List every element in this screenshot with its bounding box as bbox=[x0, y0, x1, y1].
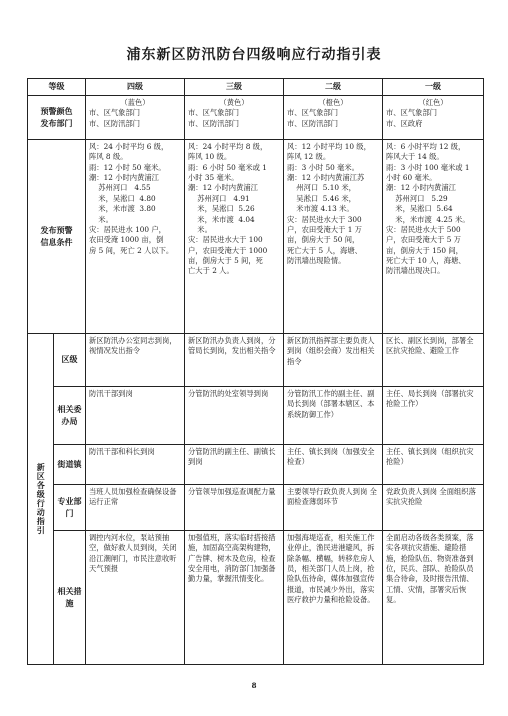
warning-color-cell-4: （蓝色） 市、区气象部门 市、区防汛部门 bbox=[86, 96, 185, 140]
warning-color-red: （红色） bbox=[418, 98, 448, 107]
response-guide-table bbox=[27, 78, 484, 665]
action-label-professional: 专业部门 bbox=[54, 485, 86, 531]
header-level-2: 二级 bbox=[284, 79, 383, 96]
header-level-1: 一级 bbox=[383, 79, 484, 96]
action-label-measures: 相关措施 bbox=[54, 531, 86, 665]
action-cell: 分管防汛工作的副主任、副局长到岗（部署本辖区、本系统防御工作） bbox=[284, 387, 383, 445]
action-cell: 调控内河水位，泵站预抽空，做好救人员到岗，关闭沿江潮闸门，市民注意收听天气预报 bbox=[86, 531, 185, 665]
action-cell: 新区防汛指挥部主要负责人到岗（组织会商）发出相关指令 bbox=[284, 334, 383, 387]
action-cell: 新区防汛办公室同志到岗，视情况发出指令 bbox=[86, 334, 185, 387]
action-cell: 当班人员加强检查确保设备运行正常 bbox=[86, 485, 185, 531]
action-cell: 区长、副区长到岗，部署全区抗灾抢险、避险工作 bbox=[383, 334, 484, 387]
page-title: 浦东新区防汛防台四级响应行动指引表 bbox=[126, 47, 382, 63]
header-level-4: 四级 bbox=[86, 79, 185, 96]
release-conditions-cell-1: 风：6 小时平均 12 级， 阵风大于 14 级。 雨：3 小时 100 毫米或 1 小时 60 毫米。 潮：12 小时内黄浦江 苏州河口 5.29 米，吴淞口 5.64 米，米市渡 4.25 米。 灾：居民进水大于 500 户，农田受淹大于 5 万 亩，倒房大于 150 间， 死亡大于 10 人，海塘、 防汛墙出现决口。 bbox=[383, 140, 484, 334]
action-cell: 防汛干部到岗 bbox=[86, 387, 185, 445]
warning-color-cell-3: （黄色） 市、区气象部门 市、区防汛部门 bbox=[185, 96, 284, 140]
release-conditions-cell-2: 风：12 小时平均 10 级， 阵风 12 级。 雨：3 小时 50 毫米。 潮：12 小时内黄浦江苏 州河口 5.10 米， 吴淞口 5.46 米， 米市渡 4.13 米。 灾：居民进水大于 300 户，农田受淹大于 1 万 亩，倒房大于 50 间， 死亡大于 5 人，海塘、 防汛墙出现险情。 bbox=[284, 140, 383, 334]
action-cell: 主任、镇长到岗（加强安全检查） bbox=[284, 445, 383, 485]
header-row bbox=[28, 79, 484, 96]
action-label-bureaus: 相关委办局 bbox=[54, 387, 86, 445]
action-cell: 主任、局长到岗（部署抗灾抢险工作） bbox=[383, 387, 484, 445]
action-cell: 分管防汛的处室领导到岗 bbox=[185, 387, 284, 445]
actions-section-label: 新区各级行动指引 bbox=[28, 334, 54, 665]
action-cell: 加强海堤巡查，相关施工作业停止，渔民进港避风，拆除条幅、横幅，转移危房人员，相关部门人员上岗，抢险队伍待命，媒体加强宣传报道，市民减少外出，落实医疗救护力量和抢险设备。 bbox=[284, 531, 383, 665]
action-cell: 加强值班，落实临时搭接措施，加固高空高架构建物，广告牌、树木及危房，检查安全用电，消防部门加强备勤力量，掌握汛情变化。 bbox=[185, 531, 284, 665]
action-row-bureaus bbox=[28, 387, 484, 445]
warning-color-label: 预警颜色 发布部门 bbox=[28, 96, 86, 140]
action-cell: 防汛干部和科长到岗 bbox=[86, 445, 185, 485]
warning-color-blue: （蓝色） bbox=[120, 98, 150, 107]
warning-color-yellow: （黄色） bbox=[219, 98, 249, 107]
warning-color-cell-2: （橙色） 市、区气象部门 市、区防汛部门 bbox=[284, 96, 383, 140]
action-row-measures bbox=[28, 531, 484, 665]
action-cell: 主要领导行政负责人到岗 全面检查薄弱环节 bbox=[284, 485, 383, 531]
action-cell: 分管防汛的副主任、副镇长到岗 bbox=[185, 445, 284, 485]
header-level-3: 三级 bbox=[185, 79, 284, 96]
release-conditions-row bbox=[28, 140, 484, 334]
action-row-professional bbox=[28, 485, 484, 531]
header-level: 等级 bbox=[28, 79, 86, 96]
action-cell: 党政负责人到岗 全面组织落实抗灾抢险 bbox=[383, 485, 484, 531]
action-cell: 新区防汛办负责人到岗，分管局长到岗，发出相关指令 bbox=[185, 334, 284, 387]
action-label-district: 区级 bbox=[54, 334, 86, 387]
action-row-district bbox=[28, 334, 484, 387]
warning-color-orange: （橙色） bbox=[318, 98, 348, 107]
page-number: 8 bbox=[251, 681, 257, 690]
action-row-towns bbox=[28, 445, 484, 485]
release-conditions-cell-3: 风：24 小时平均 8 级， 阵风 10 级。 雨：6 小时 50 毫米或 1 小时 35 毫米。 潮：12 小时内黄浦江 苏州河口 4.91 米，吴淞口 5.26 米，米市渡 4.04 米。 灾：居民进水大于 100 户，农田受淹大于 1000 亩，倒房大于 5 间，死 亡大于 2 人。 bbox=[185, 140, 284, 334]
action-label-towns: 街道镇 bbox=[54, 445, 86, 485]
release-conditions-label: 发布预警 信息条件 bbox=[28, 140, 86, 334]
action-cell: 全面启动各级各类预案，落实各项抗灾措施、避险措施，抢险队伍、物资准备到位，民兵、部队、抢险队员集合待命，及时报告汛情、工情、灾情，部署灾后恢复。 bbox=[383, 531, 484, 665]
action-cell: 分管领导加强巡查调配力量 bbox=[185, 485, 284, 531]
action-cell: 主任、镇长到岗（组织抗灾抢险） bbox=[383, 445, 484, 485]
warning-color-cell-1: （红色） 市、区气象部门 市、区政府 bbox=[383, 96, 484, 140]
warning-color-row bbox=[28, 96, 484, 140]
release-conditions-cell-4: 风：24 小时平均 6 级， 阵风 8 级。 雨：12 小时 50 毫米。 潮：12 小时内黄浦江 苏州河口 4.55 米，吴淞口 4.80 米，米市渡 3.80 米。 灾：居民进水 100 户， 农田受淹 1000 亩，倒 房 5 间，死亡 2 人以下。 bbox=[86, 140, 185, 334]
